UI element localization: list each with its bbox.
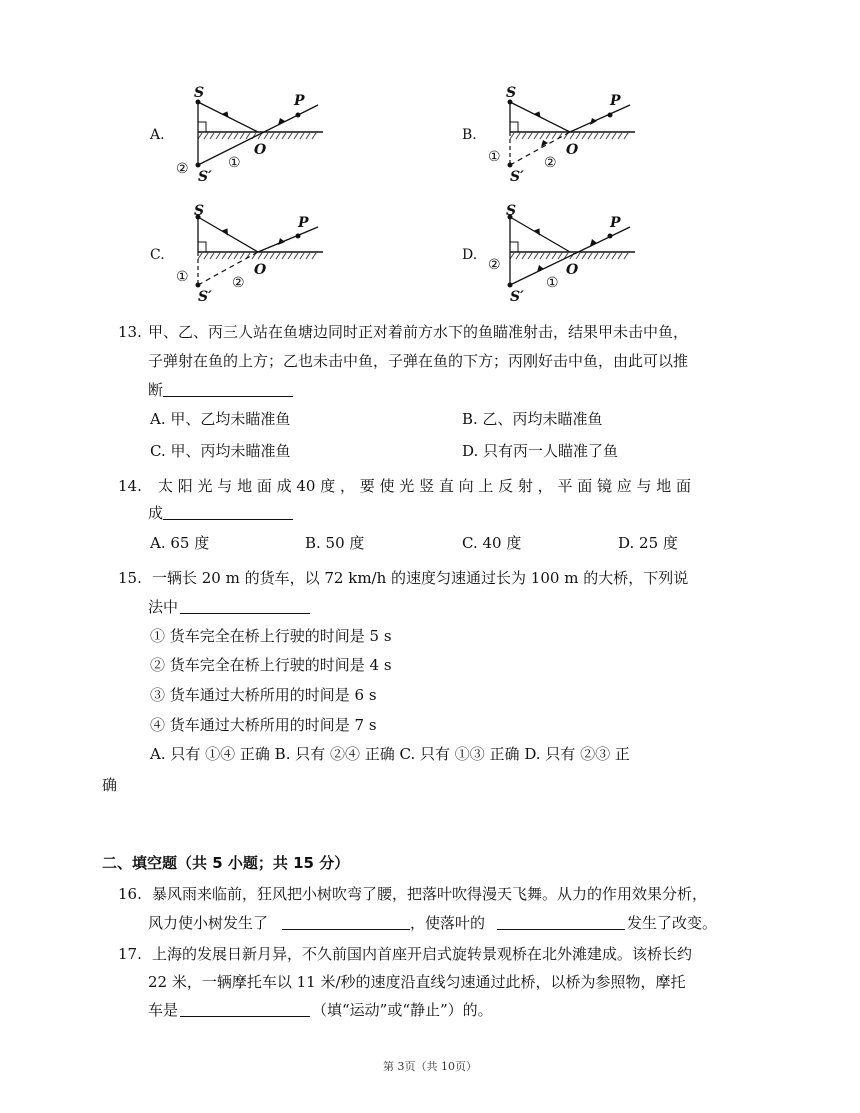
options-line[interactable]: A. 只有 ①④ 正确 B. 只有 ②④ 正确 C. 只有 ①③ 正确 D. 只有 ②③ 正 xyxy=(150,745,630,763)
question-number: 13. xyxy=(118,323,142,341)
question-number: 14. xyxy=(118,477,142,495)
option-d[interactable]: D. 25 度 xyxy=(618,534,678,552)
option-b[interactable]: B. 50 度 xyxy=(305,534,365,552)
question-text-line: 风力使小树发生了 xyxy=(148,914,269,932)
image-s-label: S′ xyxy=(510,169,524,185)
question-text-line: 发生了改变。 xyxy=(627,914,718,932)
point-p-label: P xyxy=(610,93,621,109)
option-d[interactable]: D. 只有丙一人瞄准了鱼 xyxy=(462,442,619,460)
point-p-label: P xyxy=(298,215,309,231)
question-text-line: 断 xyxy=(148,381,164,399)
answer-blank[interactable] xyxy=(163,380,293,397)
ray-2-label: ② xyxy=(544,155,557,171)
ray-1-label: ① xyxy=(228,155,241,171)
image-s-label: S′ xyxy=(510,289,524,305)
point-o-label: O xyxy=(254,142,267,158)
question-number: 17. xyxy=(118,945,142,963)
option-letter-d: D. xyxy=(462,247,478,263)
diagram-option-d xyxy=(460,205,640,305)
ray-1-label: ① xyxy=(176,269,189,285)
question-text-line: 22 米，一辆摩托车以 11 米/秒的速度沿直线匀速通过此桥，以桥为参照物，摩托 xyxy=(148,973,686,991)
answer-blank-2[interactable] xyxy=(497,913,625,930)
ray-1-label: ① xyxy=(546,275,559,291)
statement-1: ① 货车完全在桥上行驶的时间是 5 s xyxy=(150,627,392,645)
question-text-line: 一辆长 20 m 的货车，以 72 km/h 的速度匀速通过长为 100 m 的大桥，下列说 xyxy=(152,569,689,587)
point-s-label: S xyxy=(194,203,205,219)
statement-3: ③ 货车通过大桥所用的时间是 6 s xyxy=(150,686,377,704)
ray-2-label: ② xyxy=(176,161,189,177)
image-s-label: S′ xyxy=(198,289,212,305)
question-text-line: 甲、乙、丙三人站在鱼塘边同时正对着前方水下的鱼瞄准射击，结果甲未击中鱼， xyxy=(148,323,689,341)
ray-2-label: ② xyxy=(488,257,501,273)
point-s-label: S xyxy=(194,85,205,101)
answer-blank[interactable] xyxy=(180,1000,310,1017)
point-o-label: O xyxy=(254,262,267,278)
option-letter-a: A. xyxy=(150,127,165,143)
question-text-line: 太 阳 光 与 地 面 成 40 度 ， 要 使 光 竖 直 向 上 反 射 ， 平 面 镜 应 与 地 面 xyxy=(158,477,692,495)
question-text-line: 子弹射在鱼的上方；乙也未击中鱼，子弹在鱼的下方；丙刚好击中鱼，由此可以推 xyxy=(148,352,689,370)
diagram-option-a xyxy=(148,85,328,185)
option-c[interactable]: C. 甲、丙均未瞄准鱼 xyxy=(150,442,291,460)
question-text-line: ，使落叶的 xyxy=(410,914,486,932)
option-letter-c: C. xyxy=(150,247,165,263)
point-o-label: O xyxy=(566,142,579,158)
statement-4: ④ 货车通过大桥所用的时间是 7 s xyxy=(150,716,377,734)
answer-blank[interactable] xyxy=(163,503,293,520)
question-text-line: 法中 xyxy=(148,598,179,616)
ray-2-label: ② xyxy=(232,275,245,291)
point-o-label: O xyxy=(566,262,579,278)
answer-blank-1[interactable] xyxy=(282,913,410,930)
page-number: 第 3页（共 10页） xyxy=(383,1060,477,1073)
question-text-line: 上海的发展日新月异，不久前国内首座开启式旋转景观桥在北外滩建成。该桥长约 xyxy=(152,945,693,963)
statement-2: ② 货车完全在桥上行驶的时间是 4 s xyxy=(150,656,392,674)
options-line-wrap: 确 xyxy=(102,776,118,794)
point-s-label: S xyxy=(506,203,517,219)
question-number: 16. xyxy=(118,885,142,903)
option-letter-b: B. xyxy=(462,127,477,143)
question-text-line: 成 xyxy=(148,504,164,522)
point-s-label: S xyxy=(506,85,517,101)
point-p-label: P xyxy=(294,93,305,109)
option-c[interactable]: C. 40 度 xyxy=(462,534,522,552)
option-a[interactable]: A. 甲、乙均未瞄准鱼 xyxy=(150,410,291,428)
ray-1-label: ① xyxy=(488,149,501,165)
image-s-label: S′ xyxy=(198,169,212,185)
point-p-label: P xyxy=(610,215,621,231)
question-text-line: 暴风雨来临前，狂风把小树吹弯了腰，把落叶吹得漫天飞舞。从力的作用效果分析， xyxy=(152,885,708,903)
question-text-line: 车是 xyxy=(148,1001,179,1019)
question-number: 15. xyxy=(118,569,142,587)
answer-blank[interactable] xyxy=(180,597,310,614)
section-title: 二、填空题（共 5 小题；共 15 分） xyxy=(102,854,350,872)
option-a[interactable]: A. 65 度 xyxy=(150,534,210,552)
question-text-line: （填“运动”或“静止”）的。 xyxy=(312,1001,493,1019)
option-b[interactable]: B. 乙、丙均未瞄准鱼 xyxy=(462,410,603,428)
diagram-option-c xyxy=(148,205,328,305)
diagram-option-b xyxy=(460,85,640,185)
